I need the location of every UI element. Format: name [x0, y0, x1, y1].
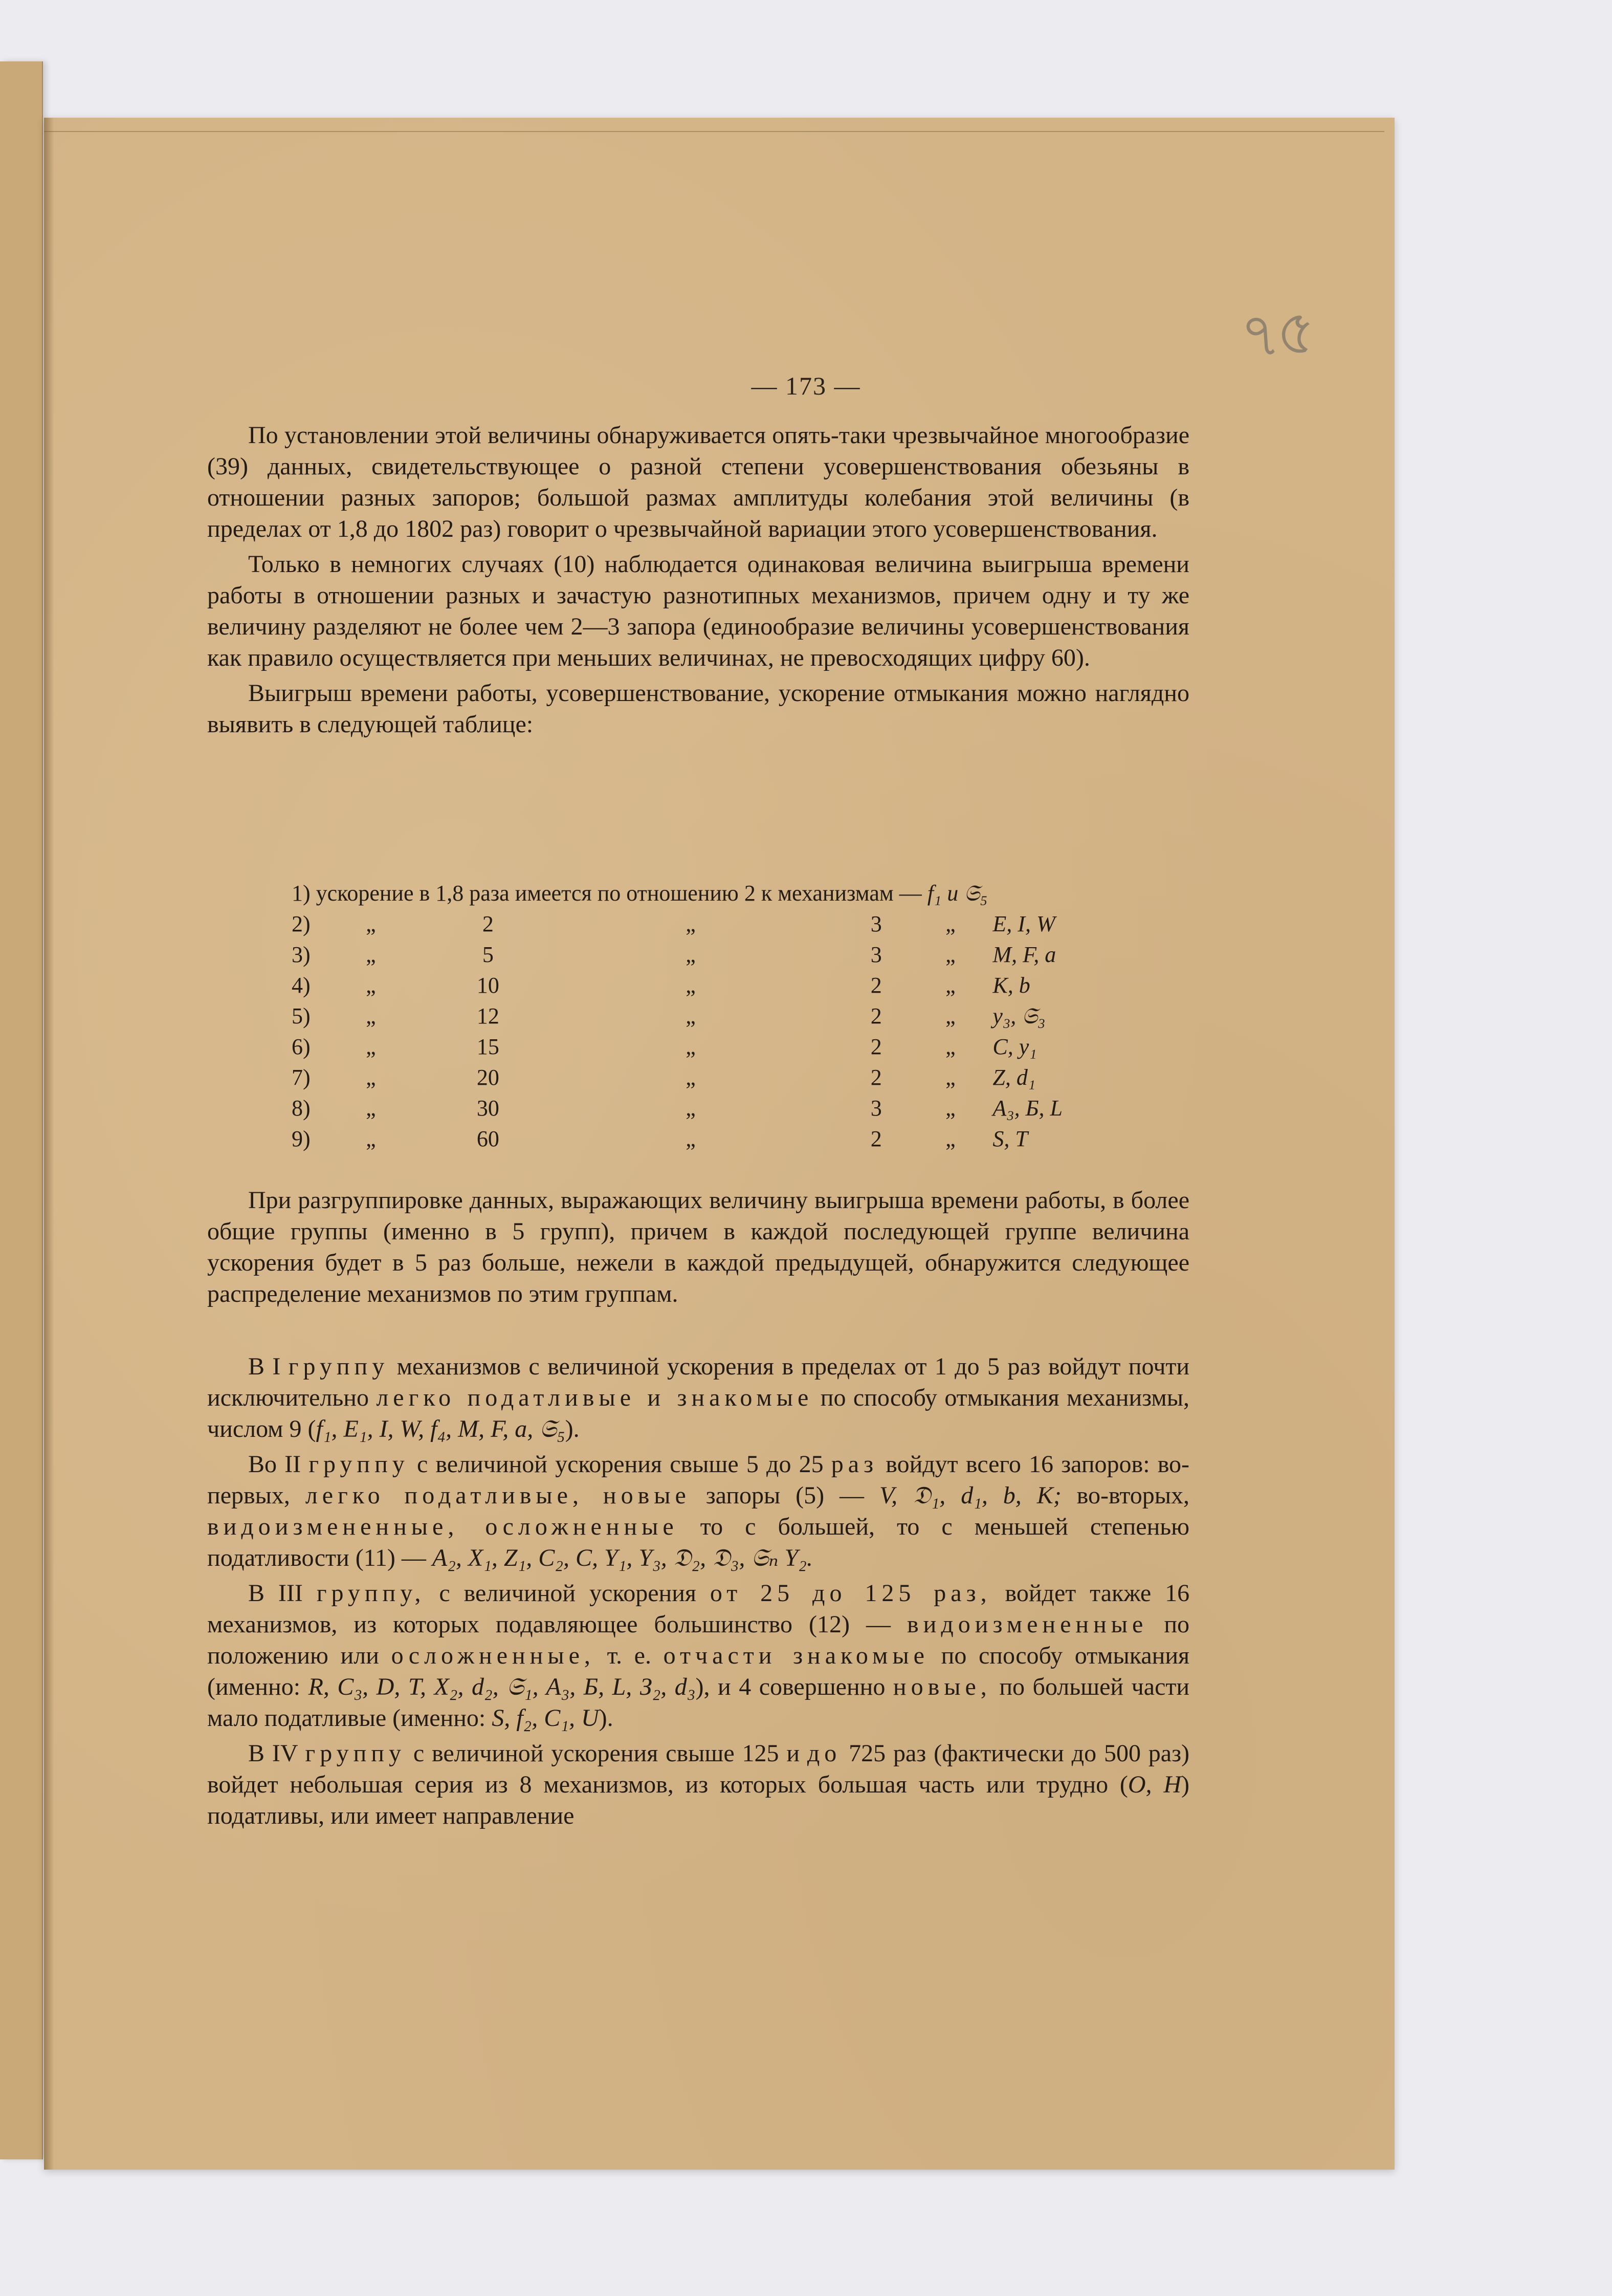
ditto-mark: „ [686, 1126, 696, 1151]
row-value: 30 [476, 1095, 499, 1121]
ditto-mark: „ [945, 942, 956, 967]
row-mechanisms: S, T [992, 1126, 1028, 1151]
row-value: 60 [476, 1126, 499, 1151]
group-3-text: с величиной ускорения [439, 1580, 696, 1607]
group-2-text: с величиной ускорения свыше 5 до 25 [416, 1451, 824, 1478]
group-2-mechanism-symbols: A₂, X₁, Z₁, C₂, C, Y₁, Y₃, 𝔇₂, 𝔇₃, 𝔖ₙ Y₂. [432, 1544, 813, 1571]
group-3-mechanism-symbols: R, C₃, D, T, X₂, d₂, 𝔖₁, A₃, Б, L, З₂, d₃ [308, 1673, 696, 1700]
ditto-mark: „ [945, 1064, 956, 1090]
ditto-mark: „ [366, 942, 376, 967]
ditto-mark: „ [686, 1095, 696, 1121]
group-2-emphasis: легко податливые, новые [305, 1482, 691, 1509]
group-3-text: по положению или [207, 1611, 1190, 1669]
row-value: 2 [482, 911, 494, 936]
row-text-b: раза имеется по отношению [469, 880, 739, 906]
row-mechanisms: f₁ и 𝔖₅ [927, 880, 988, 906]
table-row [292, 939, 1063, 970]
row-number: 6) [292, 1034, 311, 1059]
group-2-text: запоры (5) — [705, 1482, 865, 1509]
table-row [292, 878, 1063, 908]
page-number: — 173 — [751, 371, 861, 400]
table-row [292, 908, 1063, 939]
row-value: 10 [476, 972, 499, 998]
row-count: 2 [870, 1064, 882, 1090]
text-block-regroup [207, 1185, 1189, 1309]
group-2-word: группу [308, 1451, 409, 1478]
row-value: 5 [482, 942, 494, 967]
row-value: 20 [476, 1064, 499, 1090]
paragraph-regroup: При разгруппировке данных, выражающих величину выигрыша времени работы, в более общие группы (именно в 5 групп), причем в каждой последующей группе величина ускорения будет в 5 раз больше, нежели в каждой предыдущей, обнаружится следующее распределение механизмов по этим группам. [207, 1187, 1189, 1307]
group-3-text: т. е. [607, 1642, 651, 1669]
row-mechanisms: A₃, Б, L [992, 1095, 1063, 1121]
row-value: 1,8 [435, 880, 464, 906]
paragraph-table-intro: Выигрыш времени работы, усовершенствование, ускорение отмыкания можно наглядно выявить в следующей таблице: [207, 680, 1189, 738]
paragraph-group-3 [207, 1578, 1189, 1734]
group-2-mechanism-symbols: V, 𝔇₁, d₁, b, K; [879, 1482, 1062, 1509]
page-gutter-shadow [44, 118, 54, 2170]
row-count: 2 [870, 1003, 882, 1029]
group-3-text: ), и 4 совершенно [695, 1673, 886, 1700]
row-count: 2 [870, 972, 882, 998]
group-3-emphasis: новые, [893, 1673, 991, 1700]
group-4-mechanism-symbols: O, H [1128, 1771, 1182, 1798]
row-number: 5) [292, 1003, 311, 1029]
group-4-text: 725 раз (фактически до 500 раз) войдет небольшая серия из 8 механизмов, из которых большая часть или трудно ( [207, 1740, 1190, 1798]
group-1-mechanism-symbols: f₁, E₁, I, W, f₄, M, F, a, 𝔖₅ [316, 1415, 565, 1442]
ditto-mark: „ [366, 1034, 376, 1059]
group-3-emphasis: видоизмененные [907, 1611, 1148, 1638]
ditto-mark: „ [366, 1095, 376, 1121]
group-1-text: ). [565, 1415, 580, 1442]
group-1-text: механизмов с величиной ускорения в пределах от 1 до 5 раз войдут почти исключительно [207, 1353, 1190, 1411]
ditto-mark: „ [366, 1126, 376, 1151]
paragraph-uniform-cases: Только в немногих случаях (10) наблюдается одинаковая величина выигрыша времени работы в отношении разных и зачастую разнотипных механизмов, причем одну и ту же величину разделяют не более чем 2—3 запора (единообразие величины усовершенствования как правило осуществляется при меньших величинах, не превосходящих цифру 60). [207, 551, 1189, 671]
ditto-mark: „ [686, 972, 696, 998]
ditto-mark: „ [945, 1034, 956, 1059]
ditto-mark: „ [945, 911, 956, 936]
group-3-text: по большей части мало податливые (именно: [207, 1673, 1190, 1732]
group-3-emphasis: от 25 до 125 раз, [710, 1580, 991, 1607]
group-2-text: то с большей, то с меньшей степенью податливости (11) — [207, 1513, 1190, 1571]
group-3-emphasis: отчасти знакомые [663, 1642, 929, 1669]
row-number: 1) [292, 880, 311, 906]
ditto-mark: „ [686, 911, 696, 936]
group-2-lead: Во II [248, 1451, 301, 1478]
row-number: 4) [292, 972, 311, 998]
text-block-intro [207, 420, 1189, 740]
text-block-groups [207, 1351, 1189, 1831]
row-mechanisms: y₃, 𝔖₃ [992, 1003, 1046, 1029]
table-row [292, 970, 1063, 1000]
group-2-emphasis: видоизмененные, осложненные [207, 1513, 678, 1540]
ditto-mark: „ [686, 942, 696, 967]
row-count: 3 [870, 911, 882, 936]
group-1-word: группу [288, 1353, 389, 1380]
acceleration-table [292, 878, 1063, 1154]
ditto-mark: „ [366, 911, 376, 936]
group-2-text: во-вторых, [1076, 1482, 1190, 1509]
row-number: 3) [292, 942, 311, 967]
group-1-emphasis: легко податливые и знакомые [376, 1384, 813, 1411]
group-4-emphasis: до [807, 1740, 842, 1767]
row-mechanisms: M, F, a [992, 942, 1056, 967]
row-mechanisms: C, y₁ [992, 1034, 1037, 1059]
group-1-text: по способу отмыкания механизмы, числом 9 ( [207, 1384, 1190, 1442]
row-count: 2 [744, 880, 756, 906]
ditto-mark: „ [945, 1126, 956, 1151]
group-2-text: войдут всего 16 запоров: во-первых, [207, 1451, 1190, 1509]
group-3-lead: В III [248, 1580, 303, 1607]
row-mechanisms: K, b [992, 972, 1030, 998]
table-row [292, 1092, 1063, 1123]
table-row [292, 1123, 1063, 1154]
table-row [292, 1031, 1063, 1062]
row-count: 3 [870, 1095, 882, 1121]
ditto-mark: „ [366, 972, 376, 998]
group-4-text: ) податливы, или имеет направление [207, 1771, 1189, 1829]
group-4-text: с величиной ускорения свыше 125 и [413, 1740, 800, 1767]
row-count: 2 [870, 1034, 882, 1059]
group-4-lead: В IV [248, 1740, 298, 1767]
paragraph-variety: По установлении этой величины обнаруживается опять-таки чрезвычайное многообразие (39) данных, свидетельствующее о разной степени усовершенствования обезьяны в отношении разных запоров; большой размах амплитуды колебания этой величины (в пределах от 1,8 до 1802 раз) говорит о чрезвычайной вариации этого усовершенствования. [207, 422, 1189, 542]
ditto-mark: „ [945, 972, 956, 998]
ditto-mark: „ [366, 1064, 376, 1090]
paragraph-group-1 [207, 1351, 1189, 1445]
row-count: 2 [870, 1126, 882, 1151]
row-mechanisms: Z, d₁ [992, 1064, 1036, 1090]
group-3-text: войдет также 16 механизмов, из которых подавляющее большинство (12) — [207, 1580, 1190, 1638]
group-2-emphasis: раз [831, 1451, 878, 1478]
group-3-mechanism-symbols: S, f₂, C₁, U [492, 1704, 599, 1732]
row-number: 9) [292, 1126, 311, 1151]
ditto-mark: „ [366, 1003, 376, 1029]
group-3-text: по способу отмыкания (именно: [207, 1642, 1190, 1700]
paragraph-group-2 [207, 1449, 1189, 1573]
group-3-text: ). [599, 1704, 613, 1732]
row-count: 3 [870, 942, 882, 967]
ditto-mark: „ [945, 1003, 956, 1029]
row-value: 12 [476, 1003, 499, 1029]
row-text-a: ускорение в [316, 880, 430, 906]
group-4-word: группу [305, 1740, 406, 1767]
group-3-emphasis: осложненные, [391, 1642, 595, 1669]
pencil-archive-mark: ৭৫ [1238, 296, 1315, 373]
table-row [292, 1062, 1063, 1092]
row-number: 7) [292, 1064, 311, 1090]
table-row [292, 1000, 1063, 1031]
ditto-mark: „ [686, 1064, 696, 1090]
group-3-word: группу, [316, 1580, 426, 1607]
row-number: 8) [292, 1095, 311, 1121]
group-1-lead: В I [248, 1353, 281, 1380]
paragraph-group-4 [207, 1738, 1189, 1831]
row-text-c: к механизмам — [761, 880, 922, 906]
row-mechanisms: E, I, W [992, 911, 1055, 936]
ditto-mark: „ [686, 1034, 696, 1059]
ditto-mark: „ [686, 1003, 696, 1029]
row-value: 15 [476, 1034, 499, 1059]
row-number: 2) [292, 911, 311, 936]
ditto-mark: „ [945, 1095, 956, 1121]
